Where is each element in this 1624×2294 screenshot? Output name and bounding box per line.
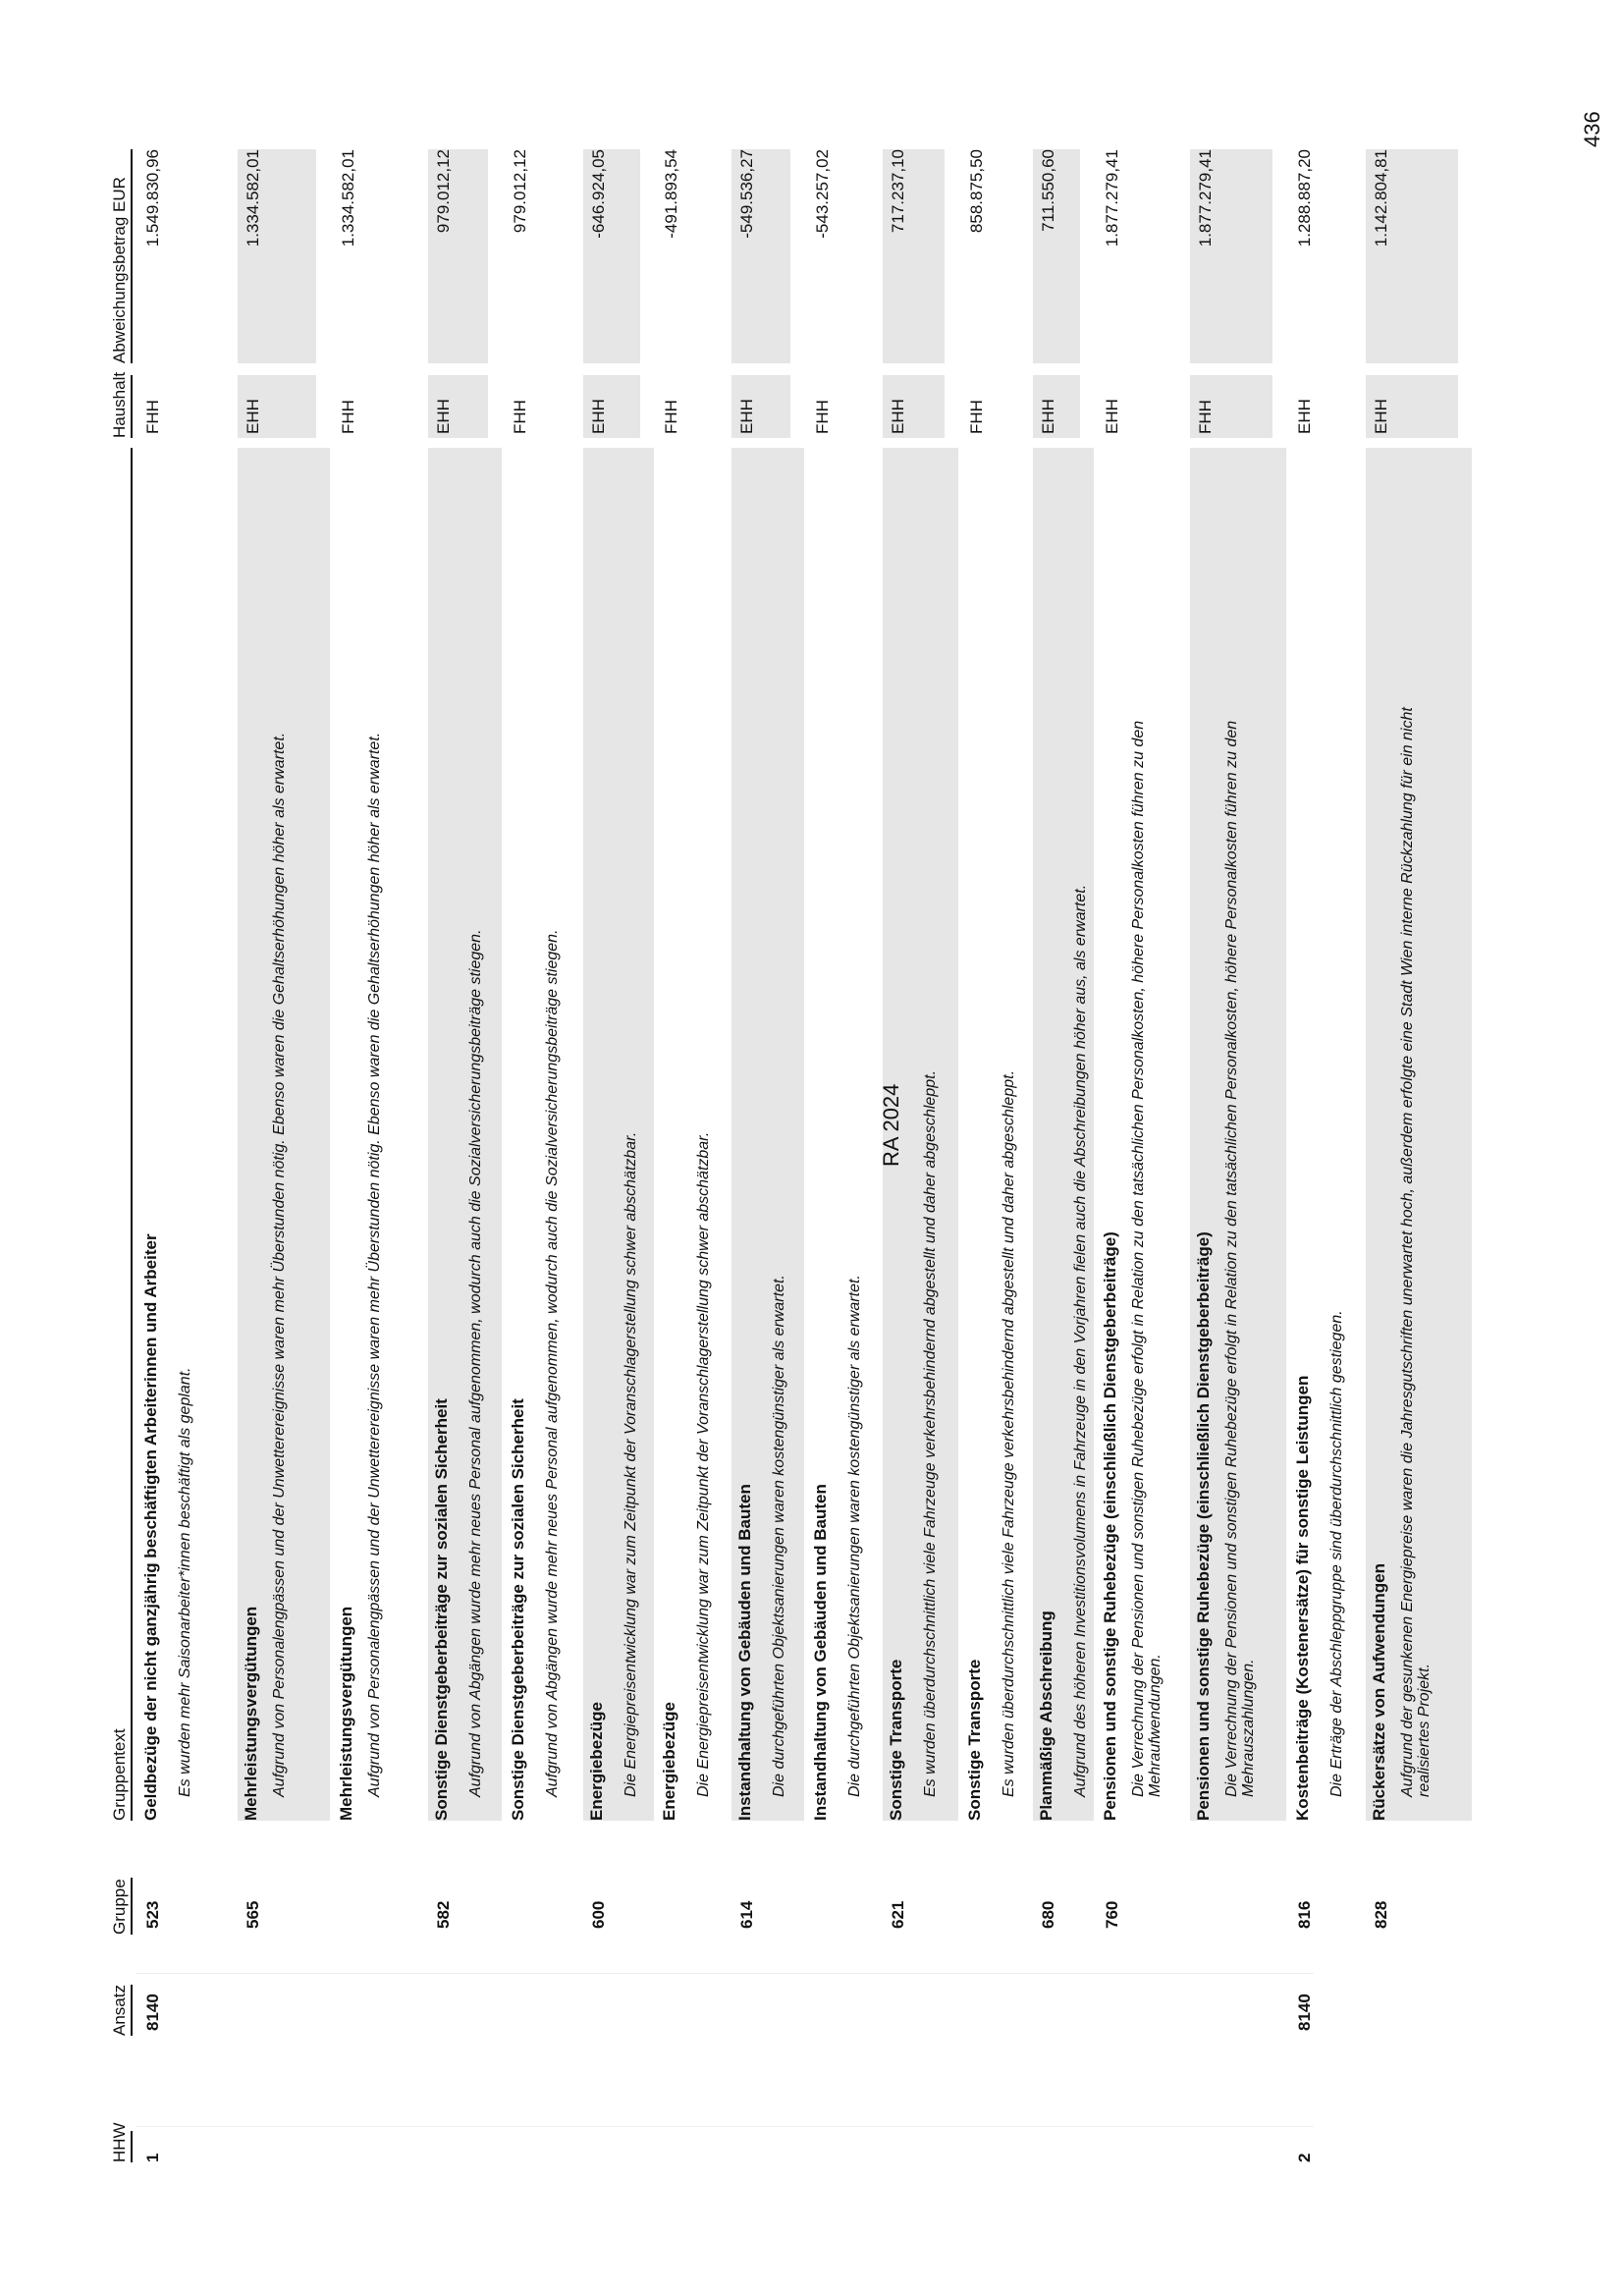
group-title: Pensionen und sonstige Ruhebezüge (einschließlich Dienstgeberbeiträge) xyxy=(1101,1231,1119,1821)
amount-cell: 1.877.279,41 xyxy=(1196,149,1215,247)
amount-cell: -543.257,02 xyxy=(813,149,832,239)
haushalt-cell: EHH xyxy=(434,399,453,434)
amount-cell: 1.288.887,20 xyxy=(1295,149,1314,247)
gruppe-cell: 614 xyxy=(737,1900,756,1929)
group-title: Sonstige Dienstgeberbeiträge zur sozialen Sicherheit xyxy=(509,1398,527,1821)
group-title: Mehrleistungsvergütungen xyxy=(242,1606,260,1821)
group-description: Aufgrund der gesunkenen Energiepreise waren die Jahresgutschriften unerwartet hoch, außerdem erfolgte eine Stadt Wien interne Rückzahlung für ein nicht realisiertes Projekt. xyxy=(1399,707,1433,1797)
group-title: Instandhaltung von Gebäuden und Bauten xyxy=(735,1484,754,1821)
rule-haushalt xyxy=(131,375,133,438)
header-ansatz: Ansatz xyxy=(110,1985,129,2036)
group-description: Es wurden überdurchschnittlich viele Fahrzeuge verkehrsbehindernd abgestellt und daher abgeschleppt. xyxy=(1001,1069,1017,1797)
ansatz-cell: 8140 xyxy=(1295,1994,1314,2031)
group-title: Mehrleistungsvergütungen xyxy=(337,1606,355,1821)
amount-cell: 1.334.582,01 xyxy=(244,149,262,247)
table-row xyxy=(807,149,880,2162)
amount-cell: 979.012,12 xyxy=(434,149,453,234)
haushalt-cell: EHH xyxy=(1372,399,1390,434)
report-label: RA 2024 xyxy=(879,1083,903,1167)
header-gruppe: Gruppe xyxy=(110,1879,129,1935)
table-row xyxy=(731,149,804,2162)
table-row xyxy=(137,149,231,2162)
group-title: Instandhaltung von Gebäuden und Bauten xyxy=(811,1484,830,1821)
rule-gruppentext xyxy=(131,448,133,1821)
amount-cell: 1.142.804,81 xyxy=(1372,149,1390,247)
amount-cell: -646.924,05 xyxy=(589,149,608,239)
group-title: Sonstige Dienstgeberbeiträge zur sozialen Sicherheit xyxy=(432,1398,451,1821)
gruppe-cell: 680 xyxy=(1039,1900,1057,1929)
haushalt-cell: EHH xyxy=(589,399,608,434)
gruppe-cell: 760 xyxy=(1103,1900,1121,1929)
haushalt-cell: EHH xyxy=(737,399,756,434)
group-title: Planmäßige Abschreibung xyxy=(1037,1611,1056,1821)
ansatz-cell: 8140 xyxy=(143,1994,162,2031)
page-number: 436 xyxy=(1580,111,1604,147)
table-row xyxy=(333,149,425,2162)
gruppe-cell: 828 xyxy=(1372,1900,1390,1929)
amount-cell: 858.875,50 xyxy=(967,149,986,234)
table-row xyxy=(961,149,1030,2162)
group-description: Aufgrund von Personalengpässen und der Unwetterereignisse waren mehr Überstunden nötig. Ebenso waren die Gehaltserhöhungen höher als erwartet. xyxy=(271,732,288,1797)
group-description: Die Energiepreisentwicklung war zum Zeitpunkt der Voranschlagerstellung schwer abschätzbar. xyxy=(695,1131,712,1797)
hhw-cell: 2 xyxy=(1295,2153,1314,2162)
table-row xyxy=(1190,149,1286,2162)
group-title: Sonstige Transporte xyxy=(965,1659,984,1821)
group-title: Energiebezüge xyxy=(660,1702,678,1821)
amount-cell: -491.893,54 xyxy=(662,149,680,239)
rule-gruppe xyxy=(131,1878,133,1935)
table-row xyxy=(583,149,654,2162)
amount-cell: 1.877.279,41 xyxy=(1103,149,1121,247)
haushalt-cell: FHH xyxy=(813,400,832,434)
hhw-cell: 1 xyxy=(143,2153,162,2162)
group-title: Sonstige Transporte xyxy=(887,1659,905,1821)
gruppe-cell: 582 xyxy=(434,1900,453,1929)
group-description: Aufgrund des höheren Investitionsvolumens in Fahrzeuge in den Vorjahren fielen auch die Abschreibungen höher aus, als erwartet. xyxy=(1072,884,1089,1797)
table-row xyxy=(1033,149,1094,2162)
haushalt-cell: FHH xyxy=(1196,400,1215,434)
table-row xyxy=(238,149,330,2162)
group-title: Pensionen und sonstige Ruhebezüge (einschließlich Dienstgeberbeiträge) xyxy=(1194,1231,1213,1821)
gruppe-cell: 565 xyxy=(244,1900,262,1929)
gruppe-cell: 816 xyxy=(1295,1900,1314,1929)
group-title: Kostenbeiträge (Kostenersätze) für sonstige Leistungen xyxy=(1293,1375,1312,1821)
header-gruppentext: Gruppentext xyxy=(110,1728,129,1821)
gruppe-cell: 523 xyxy=(143,1900,162,1929)
table-row xyxy=(1289,149,1364,2162)
group-description: Die Erträge der Abschleppgruppe sind überdurchschnittlich gestiegen. xyxy=(1328,1310,1345,1797)
group-description: Aufgrund von Abgängen wurde mehr neues Personal aufgenommen, wodurch auch die Sozialversicherungsbeiträge stiegen. xyxy=(467,929,484,1797)
table-row xyxy=(505,149,578,2162)
group-description: Die Verrechnung der Pensionen und sonstigen Ruhebezüge erfolgt in Relation zu den tatsächlichen Personalkosten, höhere Personalkosten führen zu den Mehraufwendungen. xyxy=(1130,720,1164,1797)
amount-cell: 979.012,12 xyxy=(511,149,529,234)
table-row xyxy=(1366,149,1472,2162)
group-description: Aufgrund von Personalengpässen und der Unwetterereignisse waren mehr Überstunden nötig. Ebenso waren die Gehaltserhöhungen höher als erwartet. xyxy=(366,732,383,1797)
group-description: Aufgrund von Abgängen wurde mehr neues Personal aufgenommen, wodurch auch die Sozialversicherungsbeiträge stiegen. xyxy=(544,929,561,1797)
group-description: Die durchgeführten Objektsanierungen waren kostengünstiger als erwartet. xyxy=(846,1275,863,1797)
amount-cell: 1.549.830,96 xyxy=(143,149,162,247)
haushalt-cell: EHH xyxy=(1103,399,1121,434)
haushalt-cell: EHH xyxy=(1039,399,1057,434)
haushalt-cell: EHH xyxy=(889,399,907,434)
group-description: Es wurden überdurchschnittlich viele Fahrzeuge verkehrsbehindernd abgestellt und daher abgeschleppt. xyxy=(922,1069,939,1797)
haushalt-cell: EHH xyxy=(1295,399,1314,434)
amount-cell: -549.536,27 xyxy=(737,149,756,239)
haushalt-cell: FHH xyxy=(511,400,529,434)
group-description: Die Energiepreisentwicklung war zum Zeitpunkt der Voranschlagerstellung schwer abschätzbar. xyxy=(623,1131,639,1797)
rule-hhw xyxy=(131,2131,133,2162)
row-shade xyxy=(583,448,654,1821)
group-title: Geldbezüge der nicht ganzjährig beschäftigten Arbeiterinnen und Arbeiter xyxy=(141,1233,160,1821)
amount-cell: 711.550,60 xyxy=(1039,149,1057,232)
amount-cell: 717.237,10 xyxy=(889,149,907,234)
gruppe-cell: 600 xyxy=(589,1900,608,1929)
haushalt-cell: FHH xyxy=(967,400,986,434)
gruppe-cell: 621 xyxy=(889,1900,907,1929)
rule-abweichung xyxy=(131,149,133,363)
table-row xyxy=(1097,149,1187,2162)
header-hhw: HHW xyxy=(110,2122,129,2162)
amount-cell: 1.334.582,01 xyxy=(339,149,357,247)
group-title: Energiebezüge xyxy=(587,1702,606,1821)
table-row xyxy=(428,149,502,2162)
header-haushalt: Haushalt xyxy=(110,371,129,438)
haushalt-cell: EHH xyxy=(244,399,262,434)
group-description: Die Verrechnung der Pensionen und sonstigen Ruhebezüge erfolgt in Relation zu den tatsächlichen Personalkosten, höhere Personalkosten führen zu den Mehrauszahlungen. xyxy=(1223,720,1257,1797)
haushalt-cell: FHH xyxy=(339,400,357,434)
rule-ansatz xyxy=(131,1985,133,2036)
table-row xyxy=(656,149,729,2162)
haushalt-cell: FHH xyxy=(662,400,680,434)
haushalt-cell: FHH xyxy=(143,400,162,434)
group-description: Es wurden mehr Saisonarbeiter*innen beschäftigt als geplant. xyxy=(177,1367,193,1797)
group-description: Die durchgeführten Objektsanierungen waren kostengünstiger als erwartet. xyxy=(771,1275,787,1797)
header-abweichung: Abweichungsbetrag EUR xyxy=(110,177,129,363)
group-title: Rückersätze von Aufwendungen xyxy=(1370,1563,1388,1821)
